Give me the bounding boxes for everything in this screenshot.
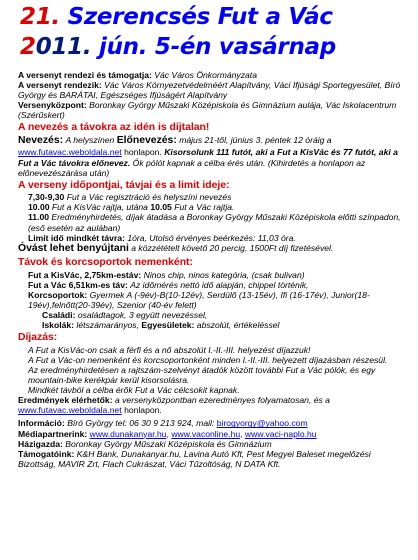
media-link-vacinaplo[interactable]: www.vaci-naplo.hu xyxy=(244,428,317,439)
free-entry-notice: A nevezés a távokra az idén is díjtalan! xyxy=(18,122,210,134)
media-link-dunakanyar[interactable]: www.dunakanyar.hu, xyxy=(89,428,169,439)
preentry-label: Előnevezés: xyxy=(116,134,177,146)
media-link-vaconline[interactable]: www.vaconline.hu, xyxy=(171,428,243,439)
schedule-row-3-text: Eredményhirdetés, díjak átadása a Boronkay György Műszaki Középiskola előtti színpadon, (eső esetén az aulában) xyxy=(28,212,401,233)
age-groups-value: Gyermek A (-9év)-B(10-12év), Serdülő (13-15év), Ifi (16-17év), Junior(18-19év),felnőtt(20-39év), Szenior (40-év felett) xyxy=(28,289,370,310)
vac-label: Fut a Vác 6,51km-es táv: xyxy=(28,279,128,290)
host2-value: Boronkay György Műszaki Középiskola és Gimnázium xyxy=(65,438,272,449)
results-website-link[interactable]: www.futavac.weboldala.net xyxy=(18,405,122,416)
age-groups-label: Korcsoportok: xyxy=(28,289,88,300)
sponsors-line xyxy=(18,449,410,469)
school-value: létszámarányos, xyxy=(76,320,139,331)
sponsors-value: K&H Bank, Dunakanyar.hu, Lavina Autó Kft, Pest Megyei Baleset megelőzési Bizottság, MAVIR Zrt, Flach Cukrászat, Váci Tűzoltóság, N DATA Kft. xyxy=(18,448,371,469)
sponsors-label: Támogatóink: xyxy=(18,448,75,459)
schedule-row-2 xyxy=(28,202,410,212)
entry-text-2: május 21-től, június 3. péntek 12 óráig a xyxy=(179,134,332,145)
schedule-row-3-time: 11.00 xyxy=(28,212,50,223)
categories-list xyxy=(18,270,410,331)
info-value: Bíró György tel: 06 30 9 213 924, mail: xyxy=(67,418,215,429)
schedule-row-1-time: 7,30-9,30 xyxy=(28,192,65,203)
prize-line-3: Az eredményhirdetésen a rajtszám-szelvényt átadók között további Fut a Vác pólók, és egy mountain-bike kerékpár kerül kisorsolásra. xyxy=(28,364,376,386)
team-value: abszolút, értékeléssel xyxy=(196,320,280,331)
prize-line-1: A Fut a KisVác-on csak a férfi és a nő abszolút I.-II.-III. helyezést díjazzuk! xyxy=(28,344,311,355)
media-line xyxy=(18,429,410,439)
school-line xyxy=(28,320,410,330)
center-line xyxy=(18,100,410,120)
title-year-rest: 011. xyxy=(35,34,92,60)
kisvac-label: Fut a KisVác, 2,75km-estáv: xyxy=(28,269,142,280)
center-label: Versenyközpont: xyxy=(18,100,87,111)
title-line-1 xyxy=(20,4,418,30)
vac-value: Az időmérés nettó idő alapján, chippel történik, xyxy=(130,279,309,290)
entry-paragraph xyxy=(18,135,410,178)
info-line xyxy=(18,418,410,428)
protest-line xyxy=(18,243,410,256)
family-label: Családi: xyxy=(42,310,76,321)
results-tail: honlapon. xyxy=(124,405,162,416)
age-groups-line xyxy=(28,290,410,310)
schedule-list xyxy=(18,192,410,242)
organizers-label: A versenyt rendezik: xyxy=(18,80,102,91)
schedule-row-3 xyxy=(28,212,410,232)
results-value: a versenyközpontban ezeredményes folyamatosan, és a xyxy=(114,395,330,406)
protest-label: Óvást lehet benyújtani xyxy=(18,242,129,254)
center-value: Boronkay György Műszaki Középiskola és Gimnázium aulája, Vác Iskolacentrum (Szérűskert) xyxy=(18,100,397,121)
schedule-row-1 xyxy=(28,192,410,202)
title-date: jún. 5-én vasárnap xyxy=(99,34,336,60)
prizes-title: Díjazás: xyxy=(18,332,58,344)
host-line xyxy=(18,70,410,80)
family-value: osaládtagok, 3 együtt nevezéssel, xyxy=(77,310,208,321)
entry-text-3: honlapon. xyxy=(124,147,162,158)
school-label: Iskolák: xyxy=(42,320,75,331)
kisvac-value: Ninos chip, ninos kategória, (csak bulivan) xyxy=(143,269,305,280)
info-label: Információ: xyxy=(18,418,65,429)
schedule-row-2-text-a: Fut a KisVác rajtja, utána xyxy=(51,202,148,213)
schedule-row-1-text: Fut a Vác regisztráció és helyszíni nevezés xyxy=(66,192,232,203)
organizers-line xyxy=(18,80,410,100)
vac-line xyxy=(28,280,410,290)
media-label: Médiapartnerink: xyxy=(18,428,88,439)
team-label: Egyesületek: xyxy=(141,320,195,331)
limit-label: Limit idő mindkét távra: xyxy=(28,232,125,243)
results-label: Eredmények elérhetők: xyxy=(18,395,113,406)
host2-label: Házigazda: xyxy=(18,438,63,449)
title-line-2 xyxy=(20,34,418,60)
schedule-row-2-time: 10.00 xyxy=(28,202,50,213)
schedule-row-2-text-b: Fut a Vác rajtja. xyxy=(174,202,235,213)
entry-text-1: A helyszínen xyxy=(65,134,115,145)
prize-line-4: Mindkét távból a célba érők Fut a Vác célcsokit kapnak. xyxy=(28,385,240,396)
flyer-body xyxy=(18,70,410,469)
prizes-list xyxy=(18,345,410,395)
kisvac-line xyxy=(28,270,410,280)
prize-line-2: A Fut a Vác-on nemenként és korcsoportonként minden I.-II.-III. helyezett díjazásban részesül. xyxy=(28,354,388,365)
title-year-first-digit: 2 xyxy=(20,34,36,60)
entry-website-link[interactable]: www.futavac.weboldala.net xyxy=(18,147,122,158)
title-edition: 21. xyxy=(20,4,60,30)
schedule-row-2-time-b: 10.05 xyxy=(150,202,172,213)
entry-text-4: Ők pólót kapnak a célba érés után. (Kihirdetés a honlapon az előnevezészárása után) xyxy=(18,157,366,178)
limit-value: 1óra, Utolsó érvényes beérkezés: 11,03 óra. xyxy=(127,232,296,243)
limit-line xyxy=(28,233,410,243)
organizers-value: Vác Város Környezetvédelméért Alapítvány, Váci Ifjúsági Sportegyesület, Bíró György és BARÁTAI, Egészséges Ifjúságért Alapítvány xyxy=(18,80,401,101)
family-line xyxy=(28,310,410,320)
host-label: A versenyt rendezi és támogatja: xyxy=(18,70,152,80)
categories-title: Távok és korcsoportok nemenként: xyxy=(18,257,193,269)
results-line xyxy=(18,395,410,415)
protest-value: a közzétételt követő 20 percig, 1500Ft díj fizetésével. xyxy=(131,242,334,253)
title-event-name: Szerencsés Fut a Vác xyxy=(67,4,333,30)
entry-lottery-text: Kisorsolunk 111 futót, aki a Fut a KisVác és 77 futót, aki a Fut a Vác távokra előnevez. xyxy=(18,147,398,168)
schedule-title: A verseny időpontjai, távjai és a limit ideje: xyxy=(18,179,230,191)
info-email-link[interactable]: birogyorgy@yahoo.com xyxy=(216,418,308,429)
host2-line xyxy=(18,439,410,449)
entry-label: Nevezés: xyxy=(18,134,64,146)
host-value: Vác Város Önkormányzata xyxy=(154,70,257,80)
